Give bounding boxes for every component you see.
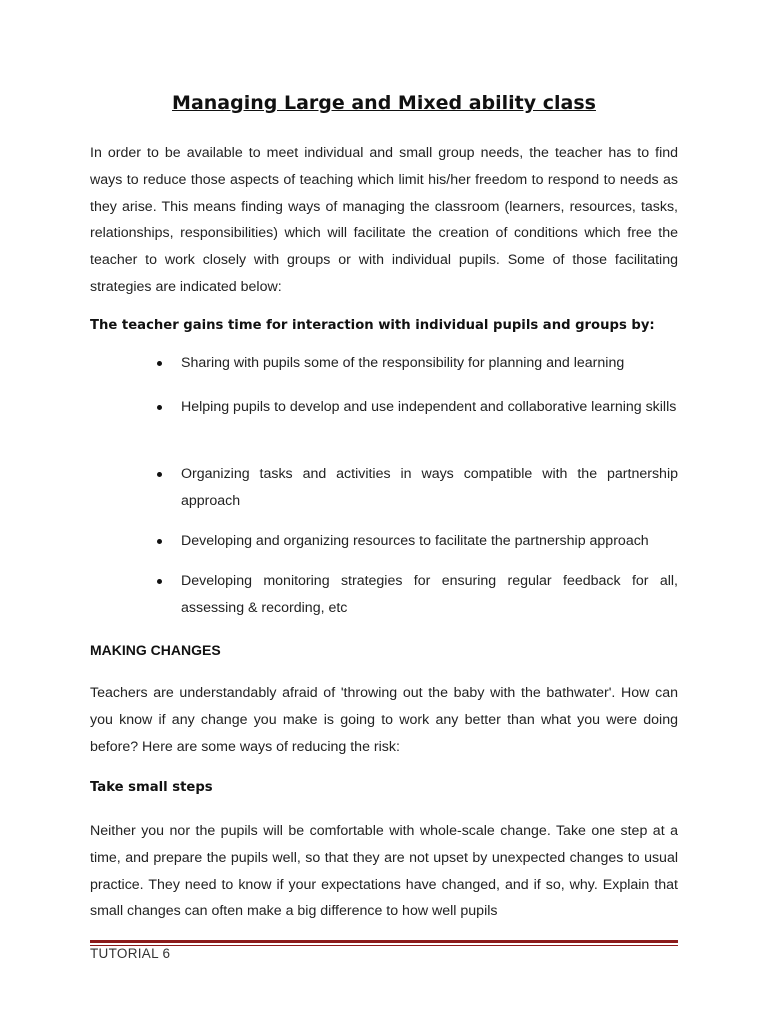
intro-paragraph: In order to be available to meet individual and small group needs, the teacher has to find ways to reduce those aspects of teaching which limit his/her freedom to respond to needs as they arise. This means finding ways of managing the classroom (learners, resources, tasks, relationships, responsibilities) which will facilitate the creation of conditions which free the teacher to work closely with groups or with individual pupils. Some of those facilitating strategies are indicated below:	[90, 145, 678, 295]
list-item: Developing monitoring strategies for ensuring regular feedback for all, assessing & recording, etc	[90, 568, 678, 622]
page-title: Managing Large and Mixed ability class	[172, 92, 596, 114]
teacher-gains-heading: The teacher gains time for interaction with individual pupils and groups by:	[90, 318, 655, 333]
bullet-icon	[157, 361, 162, 366]
list-item: Organizing tasks and activities in ways compatible with the partnership approach	[90, 461, 678, 515]
list-item: Sharing with pupils some of the responsibility for planning and learning	[90, 350, 678, 377]
small-steps-heading: Take small steps	[90, 780, 213, 795]
making-changes-heading: MAKING CHANGES	[90, 642, 221, 658]
bullet-icon	[157, 405, 162, 410]
footer-rule	[90, 940, 678, 943]
making-changes-paragraph: Teachers are understandably afraid of 'throwing out the baby with the bathwater'. How can you know if any change you make is going to work any better than what you were doing before? Here are some ways of reducing the risk:	[90, 685, 678, 755]
bullet-icon	[157, 472, 162, 477]
list-item: Helping pupils to develop and use independent and collaborative learning skills	[90, 394, 678, 421]
list-item: Developing and organizing resources to facilitate the partnership approach	[90, 528, 678, 555]
footer-rule-thin	[90, 945, 678, 946]
small-steps-paragraph: Neither you nor the pupils will be comfortable with whole-scale change. Take one step at a time, and prepare the pupils well, so that they are not upset by unexpected changes to usual practice. They need to know if your expectations have changed, and if so, why. Explain that small changes can often make a big difference to how well pupils	[90, 823, 678, 920]
bullet-icon	[157, 579, 162, 584]
footer-label: TUTORIAL 6	[90, 946, 171, 961]
bullet-icon	[157, 539, 162, 544]
